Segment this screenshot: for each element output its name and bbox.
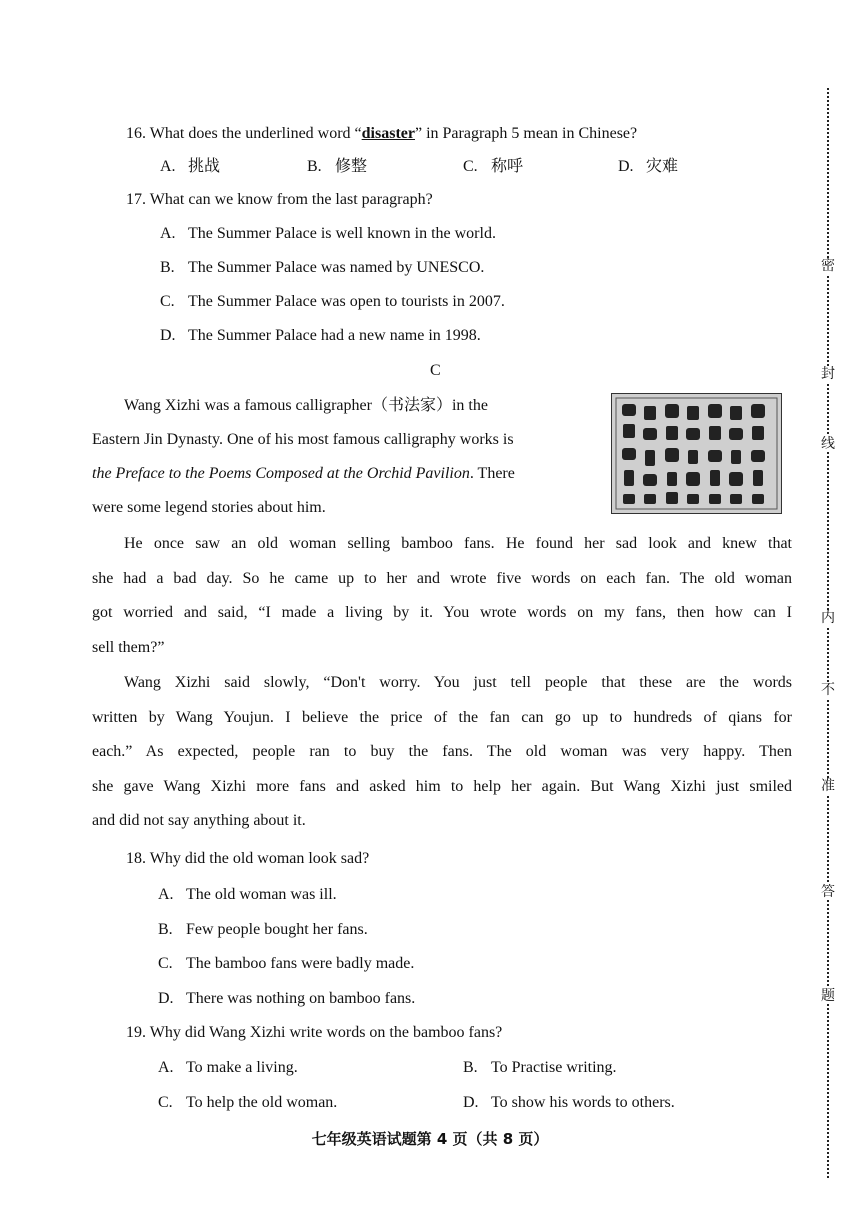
- q19-option-c[interactable]: C. To help the old woman.: [158, 1094, 338, 1111]
- underlined-keyword: disaster: [361, 125, 415, 142]
- binding-char: 线: [818, 436, 838, 452]
- passage-line: she gave Wang Xizhi more fans and asked him to help her again. But Wang Xizhi just smiled: [92, 777, 792, 795]
- passage-line: each.” As expected, people ran to buy the fans. The old woman was very happy. Then: [92, 743, 792, 761]
- binding-char: 不: [818, 682, 838, 698]
- dotted-line: [827, 88, 829, 1178]
- passage-line: Wang Xizhi was a famous calligrapher（书法家）in the: [124, 397, 488, 414]
- question-stem-start: What does the underlined word “: [149, 125, 362, 142]
- binding-char: 密: [818, 258, 838, 274]
- page-footer: 七年级英语试题第 4 页（共 8 页）: [311, 1130, 549, 1148]
- passage-line: written by Wang Youjun. I believe the price of the fan can go up to hundreds of qians for: [92, 708, 792, 726]
- passage-line: got worried and said, “I made a living by it. You wrote words on my fans, then how can I: [92, 604, 792, 622]
- passage-line: Eastern Jin Dynasty. One of his most famous calligraphy works is: [92, 431, 514, 448]
- passage-line: Wang Xizhi said slowly, “Don't worry. You just tell people that these are the words: [124, 674, 792, 691]
- binding-char: 内: [818, 610, 838, 626]
- q18-option-a[interactable]: A. The old woman was ill.: [158, 886, 337, 903]
- question-18: [126, 849, 369, 869]
- q17-option-a[interactable]: A. The Summer Palace is well known in the world.: [160, 225, 496, 242]
- q16-option-b[interactable]: B. 修整: [307, 158, 368, 175]
- question-number: 17.: [126, 191, 146, 208]
- question-stem: What can we know from the last paragraph?: [149, 191, 433, 208]
- binding-char: 题: [818, 988, 838, 1004]
- q18-option-c[interactable]: C. The bamboo fans were badly made.: [158, 955, 415, 972]
- question-number: 16.: [126, 125, 146, 142]
- q18-option-d[interactable]: D. There was nothing on bamboo fans.: [158, 990, 416, 1007]
- q17-option-b[interactable]: B. The Summer Palace was named by UNESCO.: [160, 259, 485, 276]
- passage-line: He once saw an old woman selling bamboo fans. He found her sad look and knew that: [124, 535, 792, 552]
- passage-line: she had a bad day. So he came up to her and wrote five words on each fan. The old woman: [92, 569, 792, 587]
- binding-char: 封: [818, 366, 838, 382]
- passage-line: sell them?”: [92, 638, 165, 656]
- binding-line: [818, 88, 838, 1178]
- question-19: [126, 1023, 502, 1043]
- q17-option-d[interactable]: D. The Summer Palace had a new name in 1998.: [160, 327, 481, 344]
- q18-option-b[interactable]: B. Few people bought her fans.: [158, 921, 368, 938]
- question-16: [126, 124, 637, 144]
- question-number: 18.: [126, 850, 146, 867]
- question-number: 19.: [126, 1024, 146, 1041]
- binding-char: 答: [818, 884, 838, 900]
- calligraphy-image: [611, 393, 782, 514]
- question-stem: Why did Wang Xizhi write words on the bamboo fans?: [149, 1024, 503, 1041]
- q17-option-c[interactable]: C. The Summer Palace was open to tourists in 2007.: [160, 293, 505, 310]
- q16-option-d[interactable]: D. 灾难: [618, 158, 679, 175]
- question-17: [126, 190, 433, 210]
- q19-option-b[interactable]: B. To Practise writing.: [463, 1059, 617, 1076]
- book-title: the Preface to the Poems Composed at the Orchid Pavilion: [92, 465, 470, 482]
- q19-option-d[interactable]: D. To show his words to others.: [463, 1094, 675, 1111]
- q19-option-a[interactable]: A. To make a living.: [158, 1059, 298, 1076]
- question-stem-end: ” in Paragraph 5 mean in Chinese?: [414, 125, 638, 142]
- calligraphy-icon: [612, 394, 781, 513]
- q16-option-a[interactable]: A. 挑战: [160, 158, 221, 175]
- passage-line: were some legend stories about him.: [92, 499, 326, 516]
- passage-line: the Preface to the Poems Composed at the Orchid Pavilion. There: [92, 465, 515, 482]
- passage-paragraph-2: [92, 527, 792, 665]
- binding-char: 准: [818, 778, 838, 794]
- q16-option-c[interactable]: C. 称呼: [463, 158, 524, 175]
- passage-line: and did not say anything about it.: [92, 812, 306, 830]
- question-stem: Why did the old woman look sad?: [149, 850, 370, 867]
- section-heading: C: [430, 362, 441, 379]
- passage-paragraph-3: [92, 666, 792, 839]
